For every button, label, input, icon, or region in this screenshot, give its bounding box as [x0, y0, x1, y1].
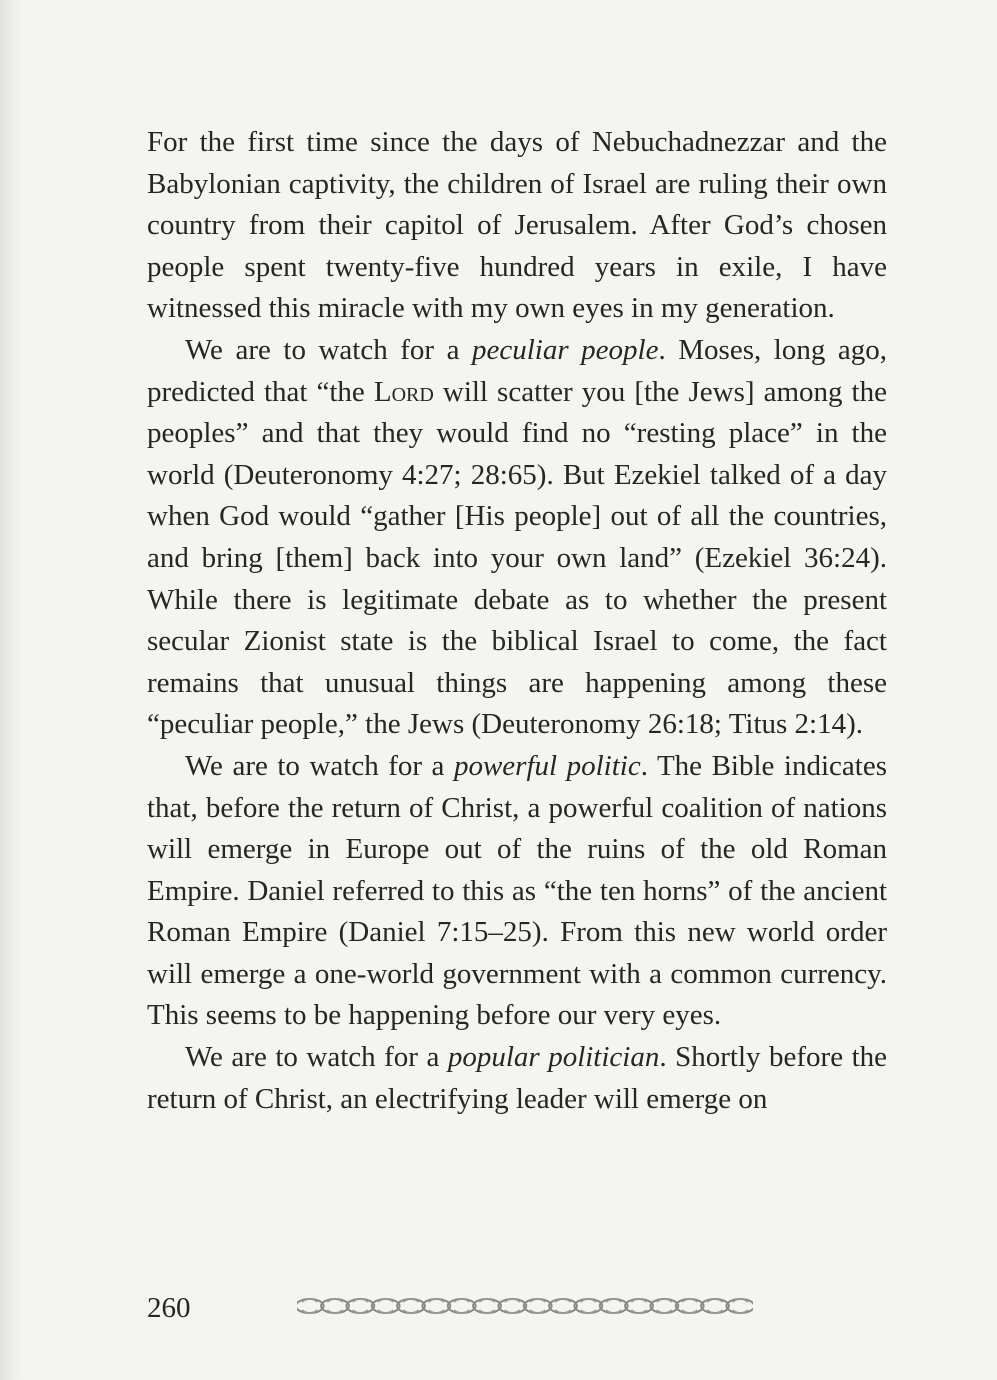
- paragraph-p3: [147, 746, 887, 1037]
- paragraph-p1: [147, 122, 887, 330]
- small-caps-word: Lord: [373, 375, 434, 408]
- chain-link: [297, 1299, 324, 1313]
- chain-link: [676, 1299, 704, 1313]
- chain-link-detail: [682, 1299, 697, 1313]
- chain-link: [701, 1299, 729, 1313]
- chain-link-detail: [530, 1299, 545, 1313]
- text-run: . Moses, long ago, predicted that “the: [147, 333, 887, 408]
- chain-link-detail: [378, 1299, 393, 1313]
- chain-link-detail: [581, 1299, 596, 1313]
- chain-link: [726, 1299, 753, 1313]
- text-run: . Shortly before the return of Christ, an electrifying leader will emerge on: [147, 1041, 888, 1115]
- chain-link: [498, 1299, 526, 1313]
- body-text: [147, 122, 887, 1120]
- chain-link: [397, 1299, 425, 1313]
- chain-link: [473, 1299, 501, 1313]
- decorative-chain-border-icon: [297, 1292, 753, 1320]
- chain-link-detail: [733, 1299, 748, 1313]
- chain-link: [625, 1299, 653, 1313]
- chain-link: [600, 1299, 628, 1313]
- chain-link-detail: [327, 1299, 342, 1313]
- page-footer: [147, 1288, 887, 1328]
- chain-link: [650, 1299, 678, 1313]
- chain-link: [321, 1299, 349, 1313]
- chain-link: [448, 1299, 476, 1313]
- chain-link-detail: [429, 1299, 444, 1313]
- chain-link-detail: [353, 1299, 368, 1313]
- chain-link: [346, 1299, 374, 1313]
- chain-link: [422, 1299, 450, 1313]
- chain-link-detail: [657, 1299, 672, 1313]
- chain-link-detail: [403, 1299, 418, 1313]
- text-run: We are to watch for a: [185, 749, 454, 782]
- chain-link-detail: [302, 1299, 317, 1313]
- chain-link: [372, 1299, 400, 1313]
- text-run: We are to watch for a: [185, 1041, 448, 1074]
- text-run: For the first time since the days of Nebuchadnezzar and the Babylonian captivity, the children of Israel are ruling their own country from their capitol of Jerusalem. After God’s chosen people spent twenty-five hundred years in exile, I have witnessed this miracle with my own eyes in my generation.: [147, 126, 887, 325]
- italic-phrase: peculiar people: [472, 333, 659, 366]
- chain-link-detail: [631, 1299, 646, 1313]
- paragraph-p4: [147, 1037, 887, 1120]
- paragraph-p2: [147, 330, 887, 746]
- chain-link: [524, 1299, 552, 1313]
- chain-link-detail: [606, 1299, 621, 1313]
- chain-link-detail: [479, 1299, 494, 1313]
- chain-link-detail: [707, 1299, 722, 1313]
- page-edge-shadow: [0, 0, 22, 1380]
- italic-phrase: popular politician: [447, 1041, 660, 1074]
- page-number: 260: [147, 1292, 191, 1324]
- text-run: We are to watch for a: [185, 333, 472, 366]
- chain-link-detail: [454, 1299, 469, 1313]
- chain-link-detail: [555, 1299, 570, 1313]
- italic-phrase: powerful politic: [453, 749, 641, 782]
- chain-link: [574, 1299, 602, 1313]
- chain-link: [549, 1299, 577, 1313]
- text-run: . The Bible indicates that, before the return of Christ, a powerful coalition of nations will emerge in Europe out of the ruins of the old Roman Empire. Daniel referred to this as “the ten horns” of the ancient Roman Empire (Daniel 7:15–25). From this new world order will emerge a one-world government with a common currency. This seems to be happening before our very eyes.: [147, 749, 888, 1032]
- chain-link-detail: [505, 1299, 520, 1313]
- text-run: will scatter you [the Jews] among the peoples” and that they would find no “resting place” in the world (Deuteronomy 4:27; 28:65). But Ezekiel talked of a day when God would “gather [His people] out of all the countries, and bring [them] back into your own land” (Ezekiel 36:24). While there is legitimate debate as to whether the present secular Zionist state is the biblical Israel to come, the fact remains that unusual things are happening among these “peculiar people,” the Jews (Deuteronomy 26:18; Titus 2:14).: [147, 375, 887, 741]
